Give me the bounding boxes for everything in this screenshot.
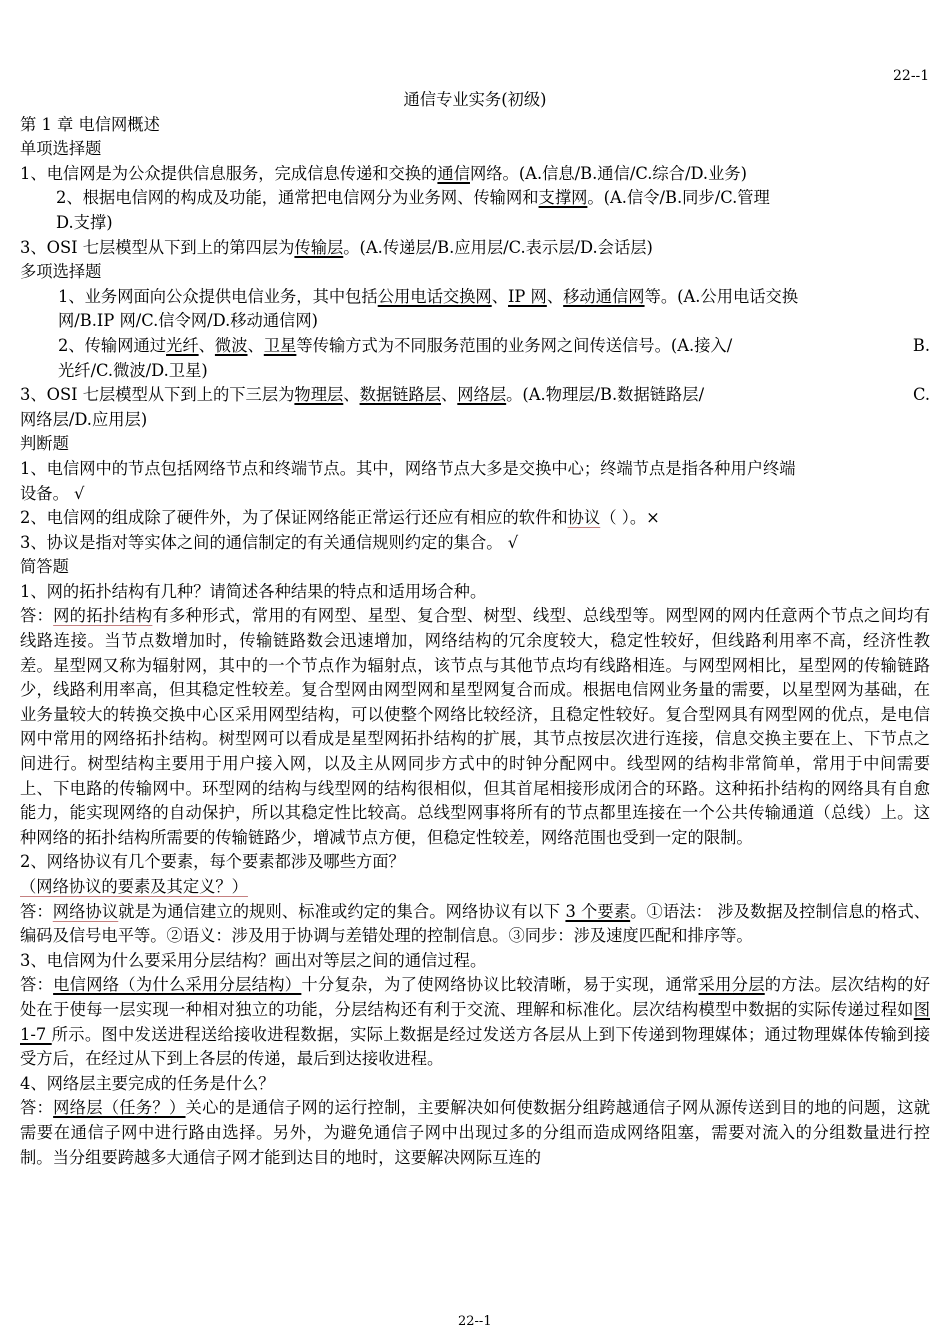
short-question-2-note: （网络协议的要素及其定义？） (20, 877, 248, 896)
judge-question-1-cont: 设备。 √ (20, 483, 85, 503)
short-answer-2: 答：网络协议就是为通信建立的规则、标准或约定的集合。网络协议有以下 3 个要素。①语法： 涉及数据及控制信息的格式、编码及信号电平等。②语义：涉及用于协调与差错处理的控制信息。③同步：涉及速度匹配和排序等。 (20, 901, 930, 946)
section-judge: 判断题 (20, 434, 69, 454)
judge-question-3: 3、协议是指对等实体之间的通信制定的有关通信规则约定的集合。 √ (20, 532, 519, 552)
section-short-answer: 简答题 (20, 557, 69, 577)
section-single-choice: 单项选择题 (20, 139, 102, 159)
page-number-top: 22--1 (893, 68, 930, 84)
multi-question-2: 2、传输网通过光纤、微波、卫星等传输方式为不同服务范围的业务网之间传送信号。(A.接入/ B. (58, 335, 930, 355)
chapter-heading: 第 1 章 电信网概述 (20, 114, 160, 134)
short-question-3: 3、电信网为什么要采用分层结构？画出对等层之间的通信过程。 (20, 950, 487, 970)
judge-question-2: 2、电信网的组成除了硬件外，为了保证网络能正常运行还应有相应的软件和协议（ ）。× (20, 508, 660, 528)
short-answer-3: 答：电信网络（为什么采用分层结构）十分复杂，为了使网络协议比较清晰，易于实现，通常采用分层的方法。层次结构的好处在于使每一层实现一种相对独立的功能，分层结构还有利于交流、理解和标准化。层次结构模型中数据的实际传递过程如图 1-7 所示。图中发送进程送给接收进程数据，实际上数据是经过发送方各层从上到下传递到物理媒体；通过物理媒体传输到接受方后，在经过从下到上各层的传递，最后到达接收进程。 (20, 975, 930, 1069)
judge-question-1: 1、电信网中的节点包括网络节点和终端节点。其中，网络节点大多是交换中心；终端节点是指各种用户终端 (20, 458, 796, 478)
answer: 通信 (437, 163, 470, 183)
page-number-bottom: 22--1 (458, 1314, 492, 1329)
multi-question-3: 3、OSI 七层模型从下到上的下三层为物理层、数据链路层、网络层。(A.物理层/B.数据链路层/ C. (20, 385, 930, 405)
single-question-3: 3、OSI 七层模型从下到上的第四层为传输层。(A.传递层/B.应用层/C.表示层/D.会话层) (20, 237, 653, 257)
document-body (20, 88, 930, 1170)
single-question-2-cont: D.支撑) (56, 212, 113, 232)
short-answer-1: 答：网的拓扑结构有多种形式，常用的有网型、星型、复合型、树型、线型、总线型等。网型网的网内任意两个节点之间均有线路连接。当节点数增加时，传输链路数会迅速增加，网络结构的冗余度较大，稳定性较好，但线路利用率不高，经济性教差。星型网又称为辐射网，其中的一个节点作为辐射点，该节点与其他节点均有线路相连。与网型网相比，星型网的传输链路少，线路利用率高，但其稳定性较差。复合型网由网型网和星型网复合而成。根据电信网业务量的需要，以星型网为基础，在业务量较大的转换交换中心区采用网型结构，可以使整个网络比较经济，且稳定性较好。复合型网具有网型网的优点，是电信网中常用的网络拓扑结构。树型网可以看成是星型网拓扑结构的扩展，其节点按层次进行连接，信息交换主要在上、下节点之间进行。树型结构主要用于用户接入网，以及主从网同步方式中的时钟分配网中。线型网的结构非常简单，常用于中间需要上、下电路的传输网中。环型网的结构与线型网的结构很相似，但其首尾相接形成闭合的环路。这种拓扑结构的网络具有自愈能力，能实现网络的自动保护，所以其稳定性比较高。总线型网事将所有的节点都里连接在一个公共传输通道（总线）上。这种网络的拓扑结构所需要的传输链路少，增减节点方便，但稳定性较差，网络范围也受到一定的限制。 (20, 606, 930, 847)
document-title: 通信专业实务(初级) (403, 90, 547, 109)
answer: 支撑网 (538, 188, 588, 208)
multi-question-1: 1、业务网面向公众提供电信业务，其中包括公用电话交换网、IP 网、移动通信网等。(A.公用电话交换 (58, 286, 799, 306)
answer: 传输层 (294, 237, 344, 257)
multi-question-1-cont: 网/B.IP 网/C.信令网/D.移动通信网) (58, 311, 319, 331)
short-question-2: 2、网络协议有几个要素，每个要素都涉及哪些方面？ (20, 852, 405, 872)
short-question-1: 1、网的拓扑结构有几种？请简述各种结果的特点和适用场合种。 (20, 581, 487, 601)
short-answer-4: 答：网络层（任务？）关心的是通信子网的运行控制，主要解决如何使数据分组跨越通信子网从源传送到目的地的问题，这就需要在通信子网中进行路由选择。另外，为避免通信子网中出现过多的分组而造成网络阻塞，需要对流入的分组数量进行控制。当分组要跨越多大通信子网才能到达目的地时，这要解决网际互连的 (20, 1098, 930, 1167)
multi-question-3-cont: 网络层/D.应用层) (20, 409, 148, 429)
short-question-4: 4、网络层主要完成的任务是什么？ (20, 1073, 275, 1093)
multi-question-2-cont: 光纤/C.微波/D.卫星) (58, 360, 208, 380)
single-question-2: 2、根据电信网的构成及功能，通常把电信网分为业务网、传输网和支撑网。(A.信令/B.同步/C.管理 (56, 188, 770, 208)
single-question-1: 1、电信网是为公众提供信息服务，完成信息传递和交换的通信网络。(A.信息/B.通信/C.综合/D.业务) (20, 163, 748, 183)
section-multi-choice: 多项选择题 (20, 262, 102, 282)
